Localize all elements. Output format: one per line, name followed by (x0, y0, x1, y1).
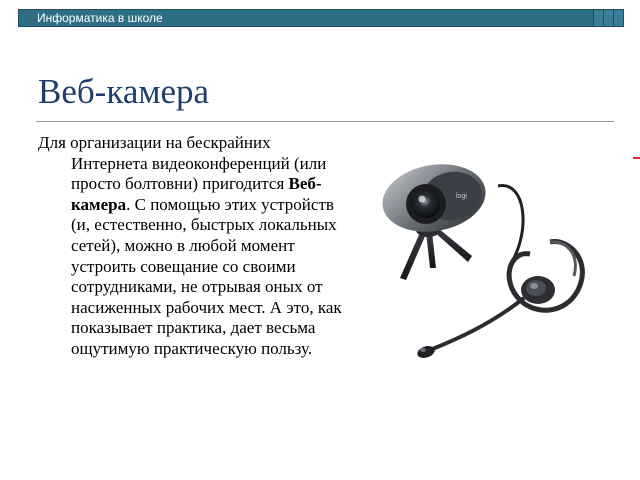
title-divider (36, 121, 614, 122)
tripod-leg-center (426, 232, 436, 268)
svg-text:logi: logi (456, 193, 467, 200)
body-text-bold: Веб-камера (71, 174, 322, 214)
header-bar (18, 9, 624, 27)
headset-microphone (416, 344, 437, 360)
body-paragraph (38, 133, 348, 360)
headset-boom (430, 298, 524, 350)
webcam-headset-image (360, 150, 610, 380)
slide-body (38, 133, 348, 360)
body-text-part2: . С помощью этих устройств (и, естественно, быстрых локальных сетей), можно в любой момент устроить совещание со своими сотрудниками, не отрывая оных от насиженных рабочих мест. А это, как показывает практика, дает весьма ощутимую практическую пользу. (71, 194, 342, 358)
body-text-part1: Для организации на бескрайних Интернета видеоконференций (или просто болтовни) пригодится (38, 133, 327, 194)
header-decoration (593, 10, 623, 26)
slide-title: Веб-камера (38, 72, 210, 111)
camera-lens (412, 190, 440, 218)
header-label: Информатика в школе (37, 11, 163, 25)
edge-mark (633, 157, 640, 159)
